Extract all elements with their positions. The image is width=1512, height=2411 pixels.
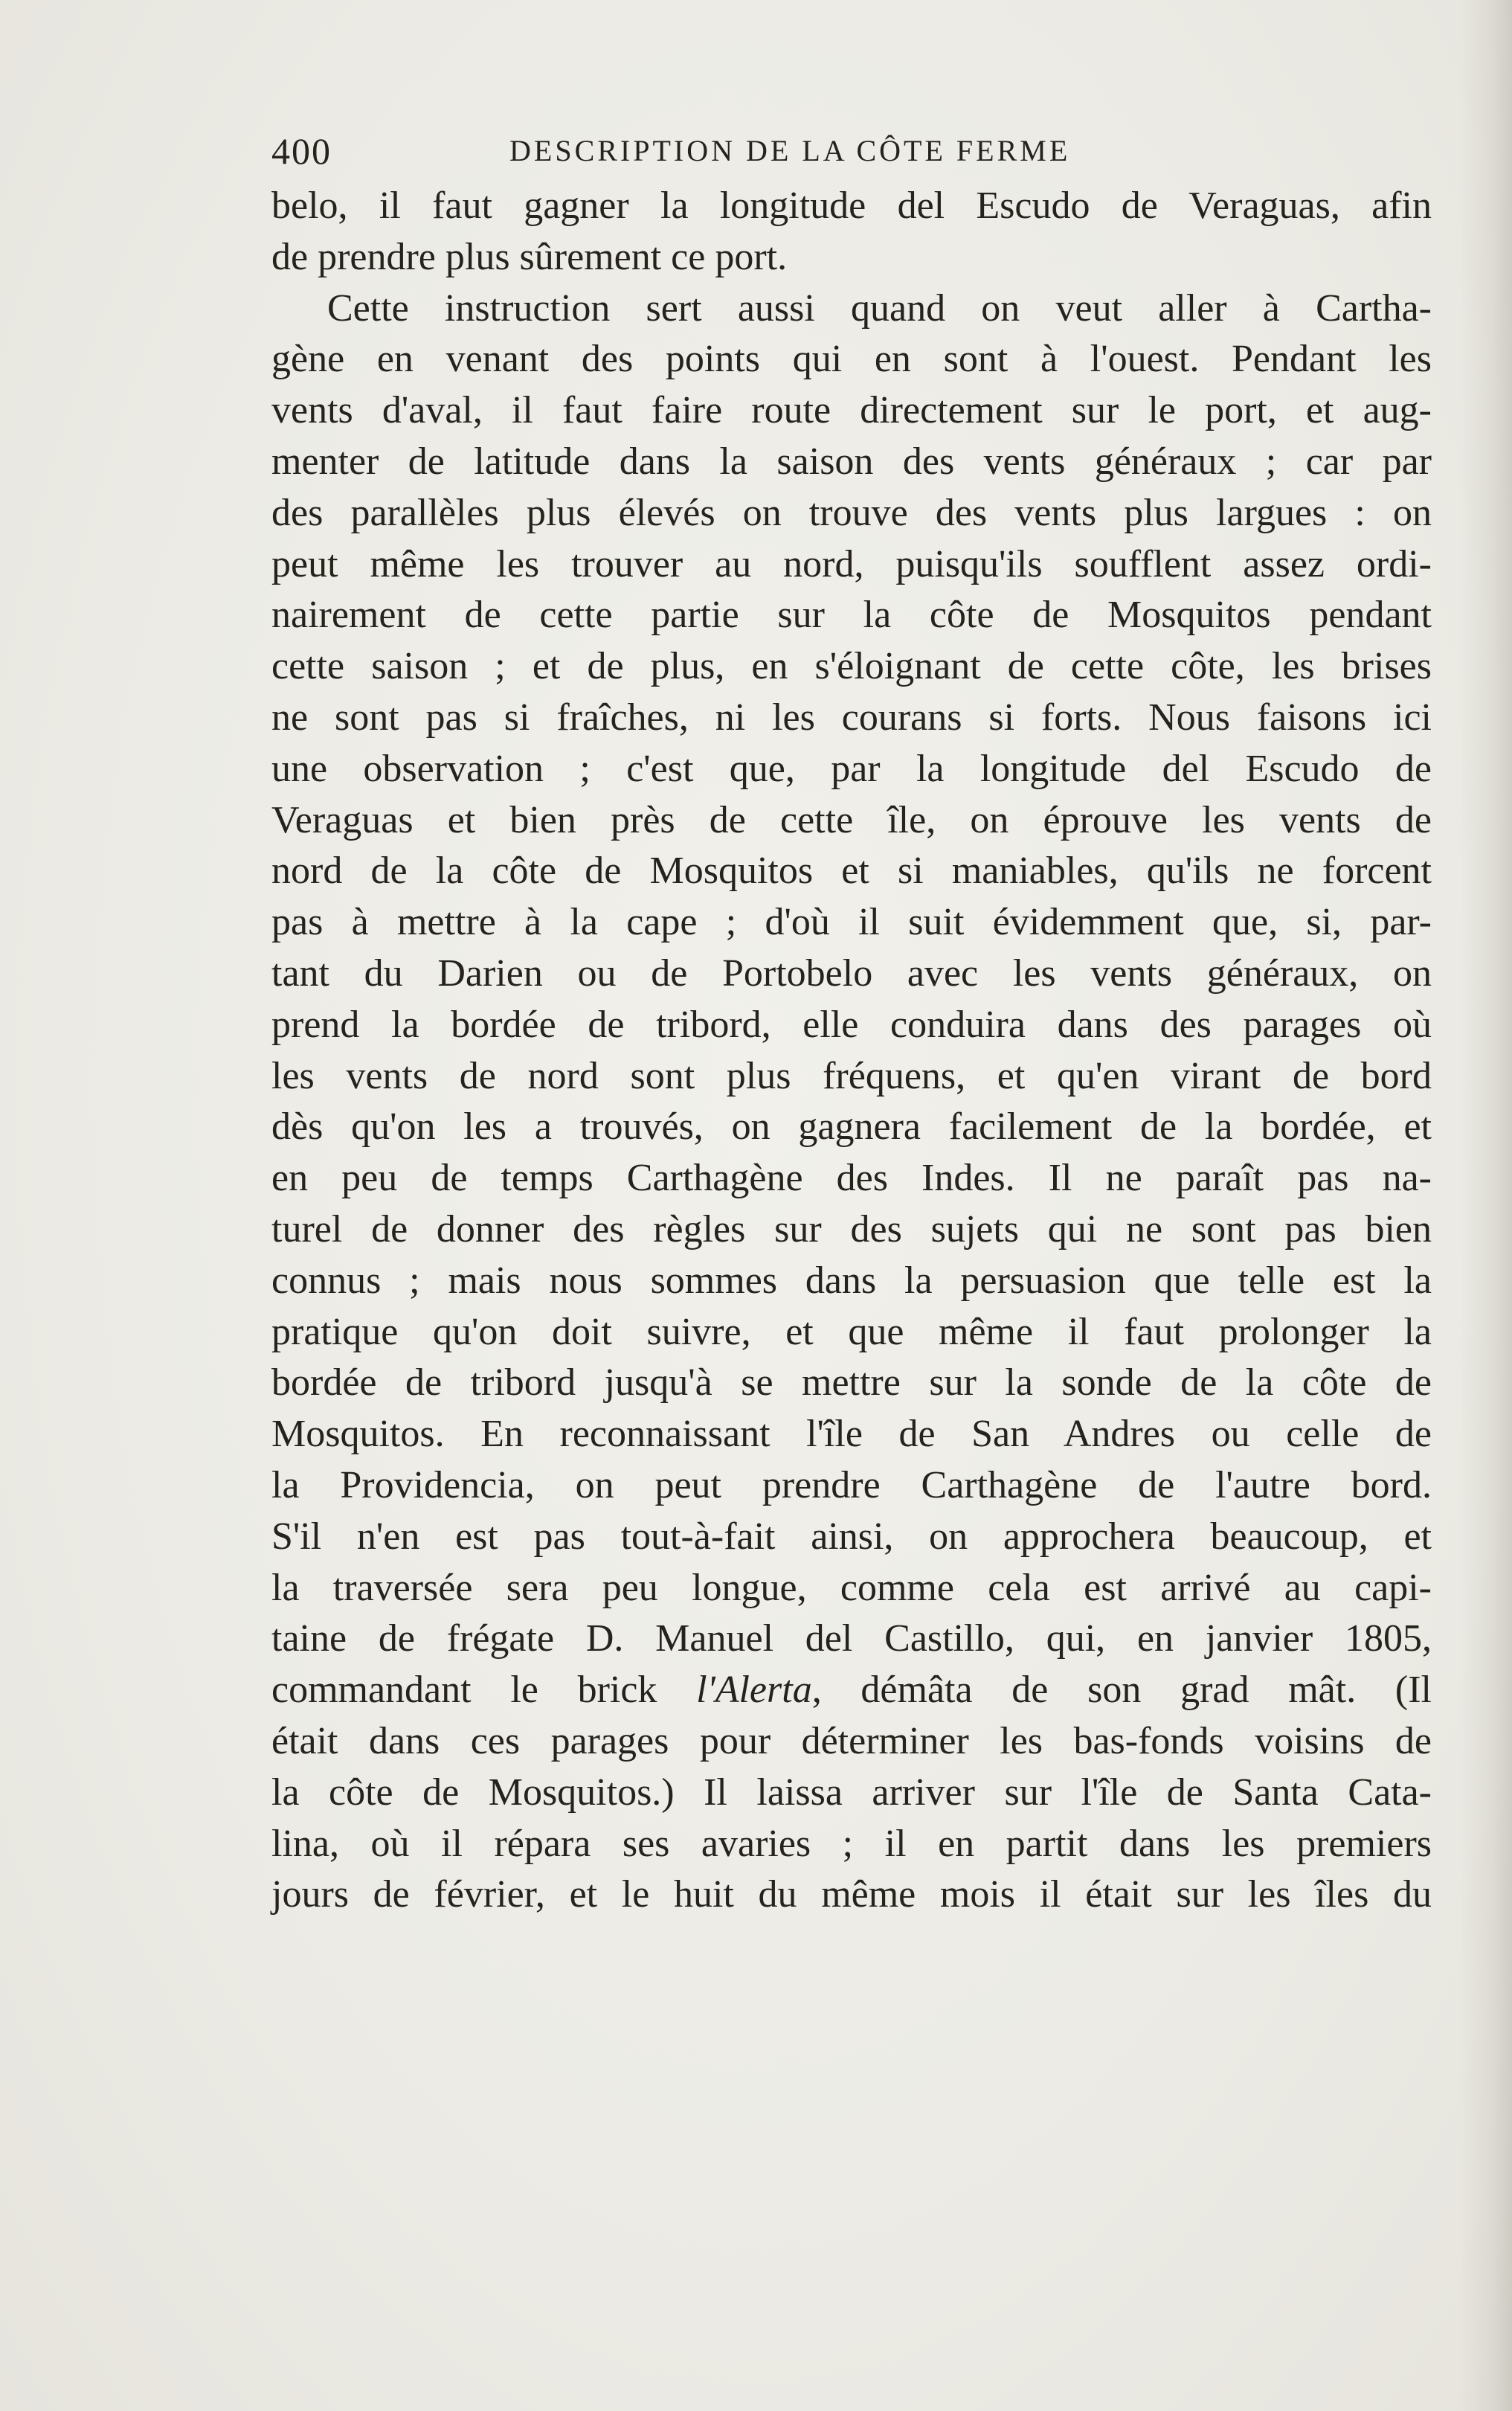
text-line: peut même les trouver au nord, puisqu'ils soufflent assez ordi- [271,542,1432,585]
text-line: belo, il faut gagner la longitude del Escudo de Veraguas, afin [271,184,1432,227]
text-line: la traversée sera peu longue, comme cela est arrivé au capi- [271,1566,1432,1609]
text-line: connus ; mais nous sommes dans la persuasion que telle est la [271,1259,1432,1302]
text-line: la Providencia, on peut prendre Carthagène de l'autre bord. [271,1463,1432,1506]
ship-name: l'Alerta [696,1669,812,1712]
text-line: pratique qu'on doit suivre, et que même il faut prolonger la [271,1310,1432,1353]
text-line: jours de février, et le huit du même mois il était sur les îles du [271,1873,1432,1916]
text-fragment: commandant le brick [271,1669,697,1712]
text-line: était dans ces parages pour déterminer les bas-fonds voisins de [271,1719,1432,1762]
text-line: de prendre plus sûrement ce port. [271,235,788,278]
text-line: Cette instruction sert aussi quand on veut aller à Cartha- [327,286,1432,330]
text-line: pas à mettre à la cape ; d'où il suit évidemment que, si, par- [271,901,1432,944]
text-line: en peu de temps Carthagène des Indes. Il ne paraît pas na- [271,1157,1432,1200]
body-text [271,181,1432,1921]
text-line: ne sont pas si fraîches, ni les courans si forts. Nous faisons ici [271,696,1432,739]
text-line: vents d'aval, il faut faire route directement sur le port, et aug- [271,389,1432,432]
text-line: Mosquitos. En reconnaissant l'île de San Andres ou celle de [271,1413,1432,1456]
running-title: DESCRIPTION DE LA CÔTE FERME [509,134,1071,167]
text-line: cette saison ; et de plus, en s'éloignant de cette côte, les brises [271,645,1432,688]
page-header [271,125,1432,177]
text-fragment: , démâta de son grad mât. (Il [811,1669,1432,1712]
text-line: menter de latitude dans la saison des vents généraux ; car par [271,440,1432,483]
text-line: S'il n'en est pas tout-à-fait ainsi, on approchera beaucoup, et [271,1515,1432,1558]
page-number: 400 [271,130,332,172]
text-line: des parallèles plus élevés on trouve des vents plus largues : on [271,491,1432,534]
text-line: tant du Darien ou de Portobelo avec les vents généraux, on [271,951,1432,995]
page-gutter-shadow [1460,0,1512,2411]
text-line: nairement de cette partie sur la côte de Mosquitos pendant [271,594,1432,637]
text-line: turel de donner des règles sur des sujets qui ne sont pas bien [271,1207,1432,1251]
text-line: prend la bordée de tribord, elle conduira dans des parages où [271,1003,1432,1046]
text-line-with-ship-name [271,1665,1432,1716]
text-line: une observation ; c'est que, par la longitude del Escudo de [271,747,1432,790]
text-line: nord de la côte de Mosquitos et si maniables, qu'ils ne forcent [271,850,1432,893]
text-line: la côte de Mosquitos.) Il laissa arriver sur l'île de Santa Cata- [271,1770,1432,1814]
text-line: taine de frégate D. Manuel del Castillo, qui, en janvier 1805, [271,1617,1432,1660]
text-line: gène en venant des points qui en sont à l'ouest. Pendant les [271,338,1432,381]
text-line: bordée de tribord jusqu'à se mettre sur la sonde de la côte de [271,1361,1432,1404]
text-line: dès qu'on les a trouvés, on gagnera facilement de la bordée, et [271,1105,1432,1149]
text-line: lina, où il répara ses avaries ; il en partit dans les premiers [271,1822,1432,1865]
text-line: les vents de nord sont plus fréquens, et qu'en virant de bord [271,1054,1432,1097]
text-line: Veraguas et bien près de cette île, on éprouve les vents de [271,798,1432,841]
